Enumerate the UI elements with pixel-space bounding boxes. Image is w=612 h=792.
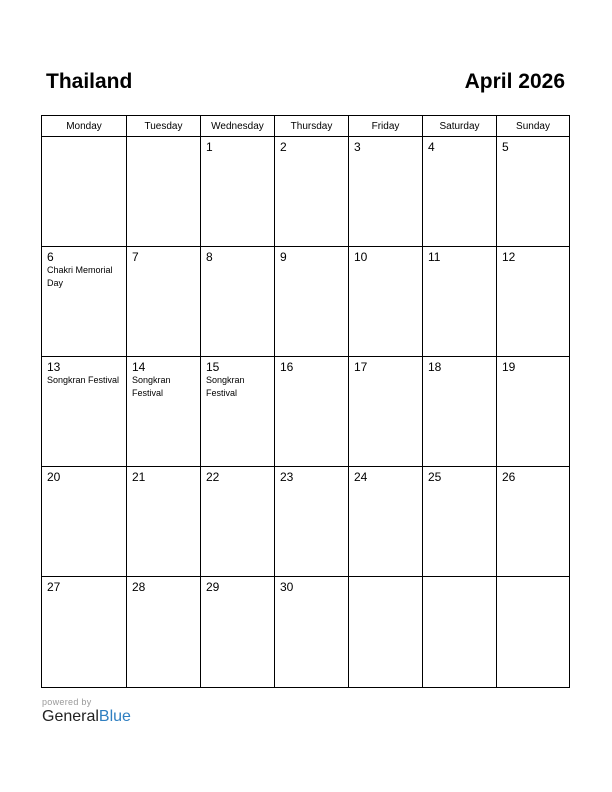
weekday-header: Thursday (275, 116, 349, 136)
day-number: 10 (354, 250, 368, 264)
day-cell (201, 137, 275, 246)
day-number: 11 (428, 250, 441, 264)
day-cell (423, 577, 497, 687)
day-number: 2 (280, 140, 287, 154)
weekday-header: Sunday (516, 120, 550, 132)
brand-logo (42, 708, 131, 726)
day-number: 24 (354, 470, 368, 484)
day-number: 9 (280, 250, 287, 264)
day-cell (423, 137, 497, 246)
day-number: 3 (354, 140, 361, 154)
brand-blue: Blue (98, 708, 131, 725)
day-cell (42, 137, 127, 246)
day-number: 6 (47, 250, 54, 264)
day-cell (497, 137, 569, 246)
week-row (42, 137, 569, 247)
day-cell (42, 247, 127, 356)
day-number: 4 (428, 140, 435, 154)
week-row (42, 247, 569, 357)
day-cell (127, 467, 201, 576)
weekday-header: Tuesday (127, 116, 201, 136)
holiday-label: Songkran Festival (206, 375, 245, 398)
day-cell (42, 577, 127, 687)
week-row (42, 577, 569, 687)
weekday-header: Monday (42, 116, 127, 136)
day-number: 26 (502, 470, 516, 484)
week-row (42, 357, 569, 467)
day-number: 17 (354, 360, 368, 374)
day-cell (42, 467, 127, 576)
weekday-header: Saturday (423, 116, 497, 136)
month-year-title: April 2026 (464, 70, 565, 93)
day-number: 30 (280, 580, 294, 594)
weekday-header: Friday (349, 116, 423, 136)
week-row (42, 467, 569, 577)
day-number: 14 (132, 360, 146, 374)
day-number: 21 (132, 470, 146, 484)
day-cell (349, 247, 423, 356)
day-cell (497, 467, 569, 576)
day-number: 8 (206, 250, 213, 264)
day-cell (201, 467, 275, 576)
holiday-label: Songkran Festival (47, 375, 120, 385)
day-cell (349, 577, 423, 687)
day-cell (497, 577, 569, 687)
day-cell (42, 357, 127, 466)
day-number: 7 (132, 250, 139, 264)
footer (42, 697, 131, 726)
day-cell (275, 247, 349, 356)
day-number: 16 (280, 360, 294, 374)
day-number: 23 (280, 470, 294, 484)
day-number: 22 (206, 470, 220, 484)
day-number: 18 (428, 360, 442, 374)
day-cell (127, 357, 201, 466)
day-cell (201, 577, 275, 687)
weeks-container (42, 137, 569, 687)
day-cell (275, 467, 349, 576)
day-cell (275, 577, 349, 687)
day-cell (275, 357, 349, 466)
day-cell (127, 247, 201, 356)
day-number: 28 (132, 580, 146, 594)
day-number: 1 (206, 140, 213, 154)
day-cell (423, 357, 497, 466)
day-number: 29 (206, 580, 220, 594)
holiday-label: Chakri Memorial Day (47, 265, 113, 288)
day-cell (349, 467, 423, 576)
weekday-header-row (42, 116, 569, 137)
calendar-grid (41, 115, 570, 688)
day-number: 15 (206, 360, 220, 374)
brand-general: General (42, 708, 99, 725)
day-cell (275, 137, 349, 246)
day-cell (201, 357, 275, 466)
day-cell (497, 247, 569, 356)
day-number: 25 (428, 470, 442, 484)
day-cell (201, 247, 275, 356)
day-cell (497, 357, 569, 466)
day-number: 13 (47, 360, 61, 374)
day-number: 27 (47, 580, 61, 594)
day-number: 12 (502, 250, 516, 264)
day-cell (423, 247, 497, 356)
country-title: Thailand (46, 70, 133, 93)
powered-by-text: powered by (42, 697, 92, 707)
day-cell (127, 137, 201, 246)
day-cell (349, 137, 423, 246)
day-number: 5 (502, 140, 509, 154)
day-cell (423, 467, 497, 576)
holiday-label: Songkran Festival (132, 375, 171, 398)
day-cell (127, 577, 201, 687)
day-number: 20 (47, 470, 61, 484)
weekday-header: Wednesday (201, 116, 275, 136)
day-cell (349, 357, 423, 466)
day-number: 19 (502, 360, 516, 374)
